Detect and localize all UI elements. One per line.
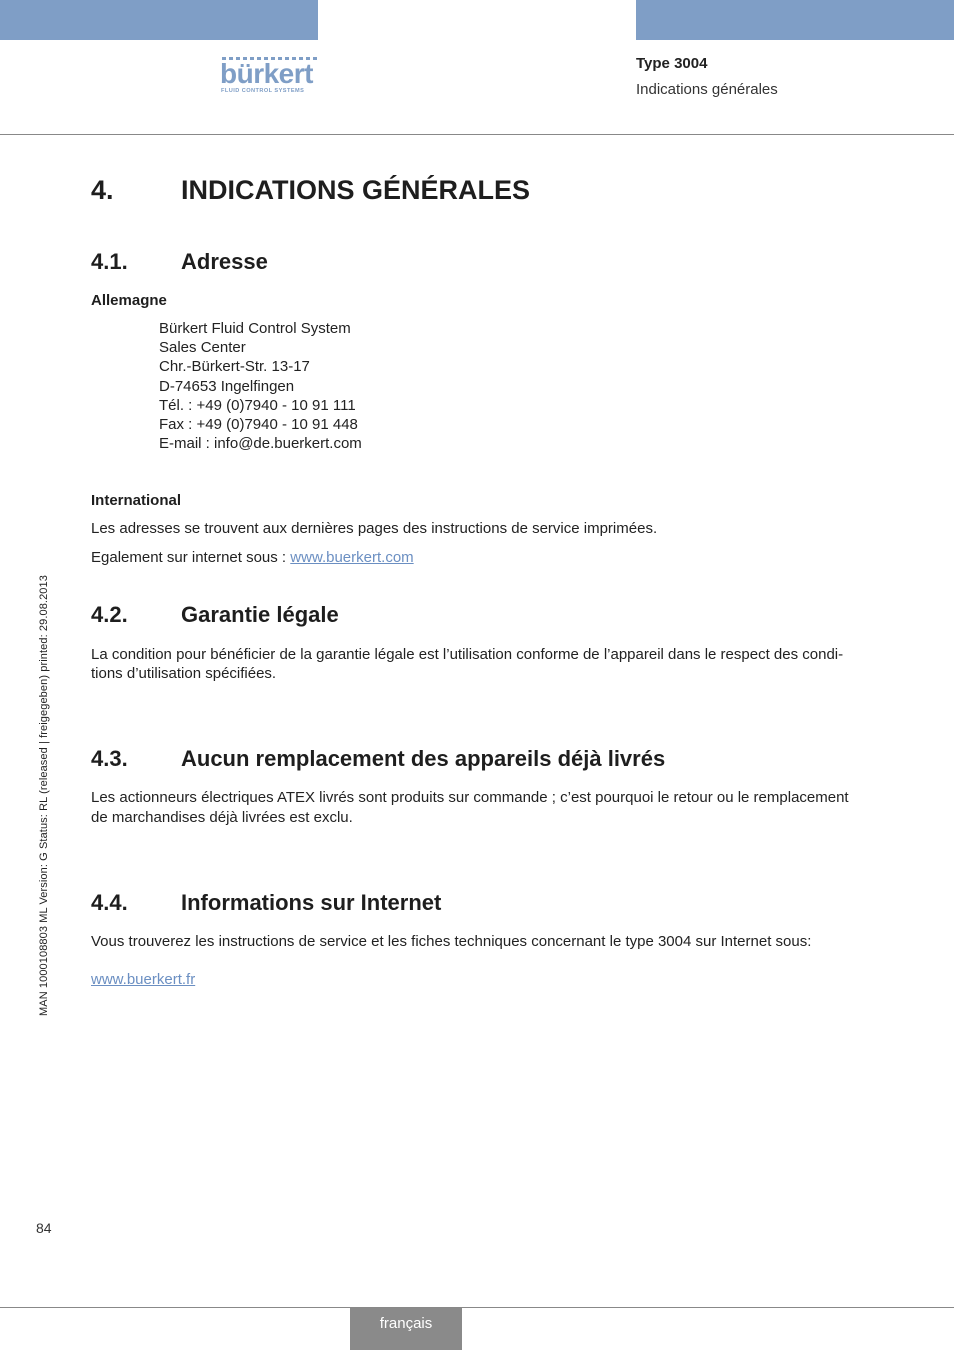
chapter-number: 4. <box>91 175 114 205</box>
replacement-text-line2: de marchandises déjà livrées est exclu. <box>91 809 353 826</box>
replacement-text-line1: Les actionneurs électriques ATEX livrés sont produits sur commande ; c’est pourquoi le retour ou le remplacement <box>91 789 849 806</box>
section-4-1-number: 4.1. <box>91 249 128 274</box>
header-section-label: Indications générales <box>636 81 778 98</box>
address-email: E-mail : info@de.buerkert.com <box>159 435 362 453</box>
chapter-title: INDICATIONS GÉNÉRALES <box>181 175 531 205</box>
language-tab: français <box>350 1308 462 1350</box>
address-phone: Tél. : +49 (0)7940 - 10 91 111 <box>159 396 356 414</box>
section-4-3-number: 4.3. <box>91 746 128 771</box>
address-fax: Fax : +49 (0)7940 - 10 91 448 <box>159 416 358 434</box>
buerkert-com-link[interactable]: www.buerkert.com <box>290 549 414 566</box>
address-line: Chr.-Bürkert-Str. 13-17 <box>159 358 310 376</box>
address-line: Sales Center <box>159 339 246 357</box>
international-text: Les adresses se trouvent aux dernières pages des instructions de service imprimées. <box>91 520 658 537</box>
header-type-label: Type 3004 <box>636 55 708 72</box>
header-accent-bar-left <box>0 0 318 40</box>
internet-prefix: Egalement sur internet sous : <box>91 549 291 566</box>
warranty-text-line2: tions d’utilisation spécifiées. <box>91 665 277 682</box>
germany-address-block <box>159 319 362 453</box>
buerkert-fr-link[interactable]: www.buerkert.fr <box>91 971 196 988</box>
section-4-4-number: 4.4. <box>91 890 128 915</box>
section-4-1-title: Adresse <box>181 249 268 274</box>
header-divider <box>0 134 954 135</box>
document-info-vertical: MAN 1000108803 ML Version: G Status: RL (released | freigegeben) printed: 29.08.2013 <box>38 575 50 1016</box>
warranty-text-line1: La condition pour bénéficier de la garantie légale est l’utilisation conforme de l’appareil dans le respect des condi- <box>91 646 844 663</box>
page-number: 84 <box>36 1220 52 1236</box>
section-4-2-title: Garantie légale <box>181 602 339 627</box>
address-line: D-74653 Ingelfingen <box>159 377 295 395</box>
internet-line <box>91 548 414 567</box>
section-4-4-title: Informations sur Internet <box>181 890 442 915</box>
international-heading: International <box>91 492 182 509</box>
internet-info-text: Vous trouverez les instructions de service et les fiches techniques concernant le type 3004 sur Internet sous: <box>91 933 812 950</box>
header-accent-bar-right <box>636 0 954 40</box>
brand-tagline: FLUID CONTROL SYSTEMS <box>221 88 305 94</box>
section-4-3-title: Aucun remplacement des appareils déjà livrés <box>181 746 666 771</box>
germany-heading: Allemagne <box>91 292 167 309</box>
section-4-2-number: 4.2. <box>91 602 128 627</box>
brand-logo <box>220 57 320 97</box>
address-line: Bürkert Fluid Control System <box>159 320 351 337</box>
brand-name: bürkert <box>220 58 313 89</box>
footer-divider <box>0 1307 954 1308</box>
